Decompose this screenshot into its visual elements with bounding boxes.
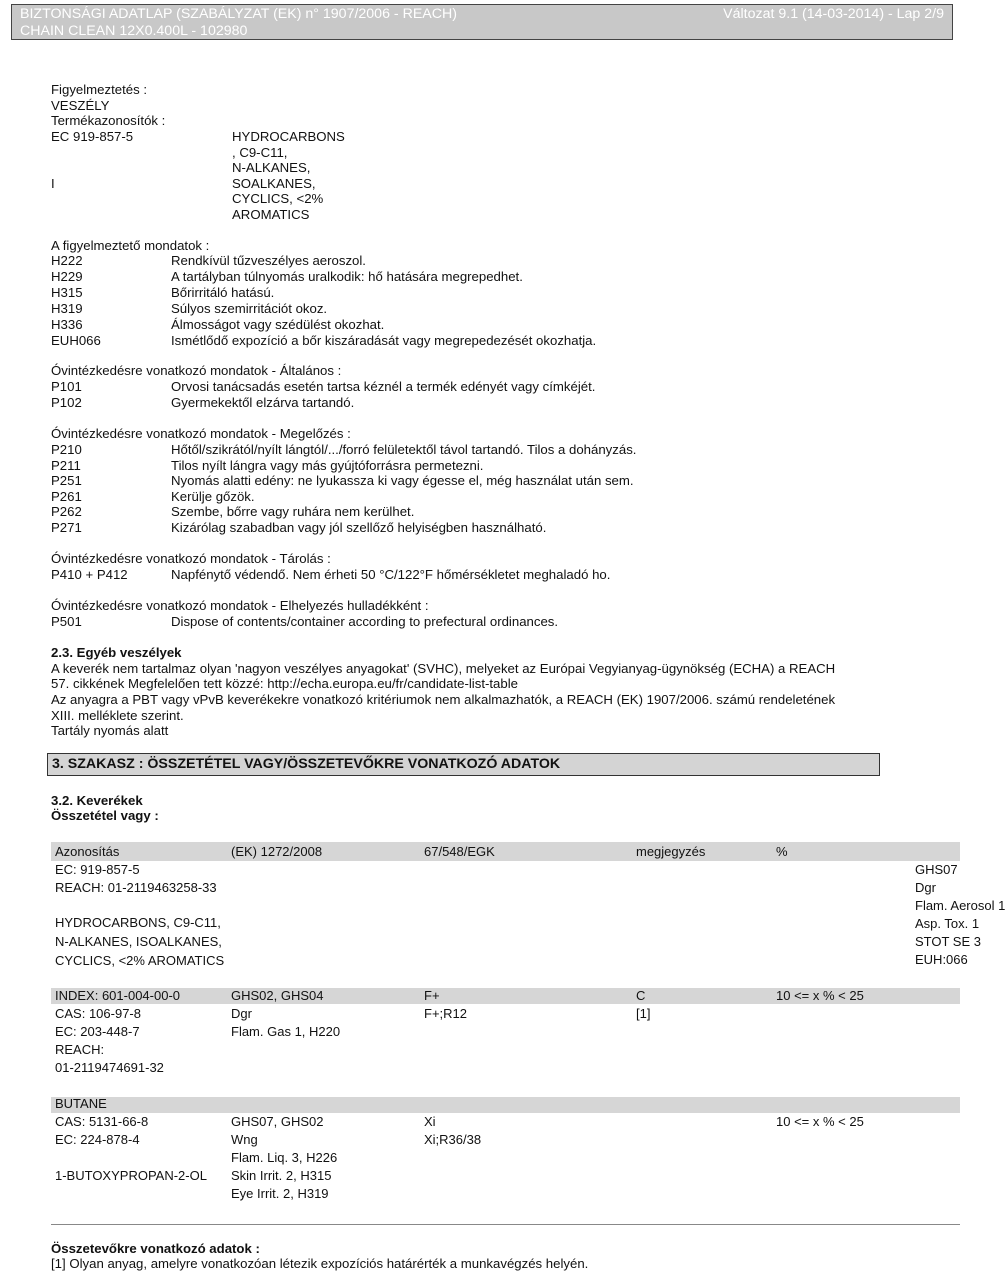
- precaution-storage-title: Óvintézkedésre vonatkozó mondatok - Tárolás :: [51, 551, 331, 566]
- precaution-text: Napfénytő védendő. Nem érheti 50 °C/122°F hőmérsékletet meghaladó ho.: [171, 567, 611, 582]
- table-cell: 1-BUTOXYPROPAN-2-OL: [55, 1168, 207, 1183]
- precaution-code: P501: [51, 614, 82, 629]
- table-header-cell: Azonosítás: [55, 844, 120, 859]
- precaution-text: Gyermekektől elzárva tartandó.: [171, 395, 355, 410]
- table-cell: EC: 224-878-4: [55, 1132, 140, 1147]
- precaution-text: Kerülje gőzök.: [171, 489, 255, 504]
- precaution-text: Nyomás alatti edény: ne lyukassza ki vagy égesse el, még használat után sem.: [171, 473, 634, 488]
- table-cell: Asp. Tox. 1: [915, 916, 980, 931]
- table-cell: Dgr: [231, 1006, 252, 1021]
- other-hazards-line: A keverék nem tartalmaz olyan 'nagyon veszélyes anyagokat' (SVHC), melyeket az Európai Vegyianyag-ügynökség (ECHA) a REACH: [51, 661, 836, 676]
- ingredient-note: [1] Olyan anyag, amelyre vonatkozóan létezik expozíciós határérték a munkavégzés helyén.: [51, 1256, 589, 1271]
- table-header-cell: (EK) 1272/2008: [231, 844, 323, 859]
- precaution-code: P271: [51, 520, 82, 535]
- table-cell: GHS07: [915, 862, 958, 877]
- header-version: Változat 9.1 (14-03-2014) - Lap 2/9: [723, 6, 944, 22]
- table-header-cell: %: [776, 844, 788, 859]
- hazard-text: A tartályban túlnyomás uralkodik: hő hatására megrepedhet.: [171, 269, 523, 284]
- mixtures-heading: 3.2. Keverékek: [51, 793, 143, 808]
- header-title: BIZTONSÁGI ADATLAP (SZABÁLYZAT (EK) n° 1907/2006 - REACH): [20, 6, 457, 22]
- precaution-text: Kizárólag szabadban vagy jól szellőző helyiségben használható.: [171, 520, 547, 535]
- table-cell: EC: 203-448-7: [55, 1024, 140, 1039]
- table-cell: Xi;R36/38: [424, 1132, 482, 1147]
- table-cell: F+: [424, 988, 440, 1003]
- precaution-text: Dispose of contents/container according to prefectural ordinances.: [171, 614, 559, 629]
- hazard-text: Rendkívül tűzveszélyes aeroszol.: [171, 253, 366, 268]
- table-cell: GHS07, GHS02: [231, 1114, 324, 1129]
- composition-table: [51, 838, 1005, 1225]
- precaution-text: Tilos nyílt lángra vagy más gyújtóforrásra permetezni.: [171, 458, 484, 473]
- precaution-code: P211: [51, 458, 81, 473]
- table-header-cell: megjegyzés: [636, 844, 706, 859]
- substance-line: N-ALKANES,: [232, 160, 311, 175]
- table-cell: 10 <= x % < 25: [776, 988, 864, 1003]
- precaution-code: P251: [51, 473, 82, 488]
- precaution-code: P102: [51, 395, 82, 410]
- table-cell: Wng: [231, 1132, 258, 1147]
- other-hazards-line: Tartály nyomás alatt: [51, 723, 169, 738]
- precaution-text: Szembe, bőrre vagy ruhára nem kerülhet.: [171, 504, 415, 519]
- precaution-disposal-title: Óvintézkedésre vonatkozó mondatok - Elhelyezés hulladékként :: [51, 598, 429, 613]
- table-header-cell: 67/548/EGK: [424, 844, 495, 859]
- substance-line: SOALKANES,: [232, 176, 316, 191]
- section-3-heading: 3. SZAKASZ : ÖSSZETÉTEL VAGY/ÖSSZETEVŐKRE VONATKOZÓ ADATOK: [47, 753, 880, 776]
- table-cell: REACH: 01-2119463258-33: [55, 880, 217, 895]
- table-cell: CAS: 5131-66-8: [55, 1114, 149, 1129]
- table-row-band: [51, 1097, 960, 1113]
- composition-label: Összetétel vagy :: [51, 808, 159, 823]
- hazard-text: Súlyos szemirritációt okoz.: [171, 301, 328, 316]
- other-hazards-line: Az anyagra a PBT vagy vPvB keverékekre vonatkozó kritériumok nem alkalmazhatók, a REACH (EK) 1907/2006. számú rendeletének: [51, 692, 836, 707]
- substance-line: AROMATICS: [232, 207, 310, 222]
- table-cell: Skin Irrit. 2, H315: [231, 1168, 332, 1183]
- hazard-code: H336: [51, 317, 83, 332]
- hazard-text: Bőrirritáló hatású.: [171, 285, 275, 300]
- precaution-code: P101: [51, 379, 82, 394]
- hazard-code: EUH066: [51, 333, 101, 348]
- table-cell: C: [636, 988, 646, 1003]
- table-cell: 10 <= x % < 25: [776, 1114, 864, 1129]
- precaution-code: P210: [51, 442, 82, 457]
- hazard-code: H319: [51, 301, 83, 316]
- table-cell: Dgr: [915, 880, 936, 895]
- ingredient-info-heading: Összetevőkre vonatkozó adatok :: [51, 1241, 260, 1256]
- table-cell: [1]: [636, 1006, 651, 1021]
- table-cell: GHS02, GHS04: [231, 988, 324, 1003]
- table-cell: EC: 919-857-5: [55, 862, 140, 877]
- hazard-text: Ismétlődő expozíció a bőr kiszáradását vagy megrepedezését okozhatja.: [171, 333, 597, 348]
- ec-suffix: I: [51, 176, 55, 191]
- table-cell: STOT SE 3: [915, 934, 981, 949]
- header-product: CHAIN CLEAN 12X0.400L - 102980: [20, 22, 248, 39]
- precaution-code: P261: [51, 489, 82, 504]
- hazard-code: H229: [51, 269, 83, 284]
- table-cell: CAS: 106-97-8: [55, 1006, 141, 1021]
- other-hazards-line: XIII. melléklete szerint.: [51, 708, 184, 723]
- ids-label: Termékazonosítók :: [51, 113, 166, 128]
- warning-value: VESZÉLY: [51, 98, 110, 113]
- table-cell: 01-2119474691-32: [55, 1060, 164, 1075]
- table-header-row: [51, 842, 960, 861]
- table-cell: EUH:066: [915, 952, 968, 967]
- precaution-prevention-title: Óvintézkedésre vonatkozó mondatok - Megelőzés :: [51, 426, 351, 441]
- table-cell: Flam. Aerosol 1: [915, 898, 1005, 913]
- warning-label: Figyelmeztetés :: [51, 82, 148, 97]
- ec-number: EC 919-857-5: [51, 129, 134, 144]
- precaution-code: P262: [51, 504, 82, 519]
- hazard-text: Álmosságot vagy szédülést okozhat.: [171, 317, 385, 332]
- hazard-code: H315: [51, 285, 83, 300]
- table-cell: INDEX: 601-004-00-0: [55, 988, 181, 1003]
- hazard-title: A figyelmeztető mondatok :: [51, 238, 210, 253]
- table-cell: Xi: [424, 1114, 436, 1129]
- substance-line: CYCLICS, <2%: [232, 191, 324, 206]
- substance-line: , C9-C11,: [232, 145, 288, 160]
- table-cell: HYDROCARBONS, C9-C11,: [55, 915, 221, 930]
- table-cell: F+;R12: [424, 1006, 467, 1021]
- precaution-general-title: Óvintézkedésre vonatkozó mondatok - Általános :: [51, 363, 342, 378]
- table-cell: Flam. Gas 1, H220: [231, 1024, 341, 1039]
- other-hazards-heading: 2.3. Egyéb veszélyek: [51, 645, 182, 660]
- table-cell: Eye Irrit. 2, H319: [231, 1186, 329, 1201]
- other-hazards-line: 57. cikkének Megfelelően tett közzé: http://echa.europa.eu/fr/candidate-list-table: [51, 676, 518, 691]
- document-header: [11, 4, 953, 40]
- substance-line: HYDROCARBONS: [232, 129, 345, 144]
- table-cell: REACH:: [55, 1042, 105, 1057]
- precaution-text: Hőtől/szikrától/nyílt lángtól/.../forró felületektől távol tartandó. Tilos a dohányzás.: [171, 442, 637, 457]
- table-cell: CYCLICS, <2% AROMATICS: [55, 953, 225, 968]
- precaution-code: P410 + P412: [51, 567, 128, 582]
- precaution-text: Orvosi tanácsadás esetén tartsa kéznél a termék edényét vagy címkéjét.: [171, 379, 596, 394]
- table-cell: BUTANE: [55, 1096, 107, 1111]
- hazard-code: H222: [51, 253, 83, 268]
- table-cell: Flam. Liq. 3, H226: [231, 1150, 338, 1165]
- table-cell: N-ALKANES, ISOALKANES,: [55, 934, 222, 949]
